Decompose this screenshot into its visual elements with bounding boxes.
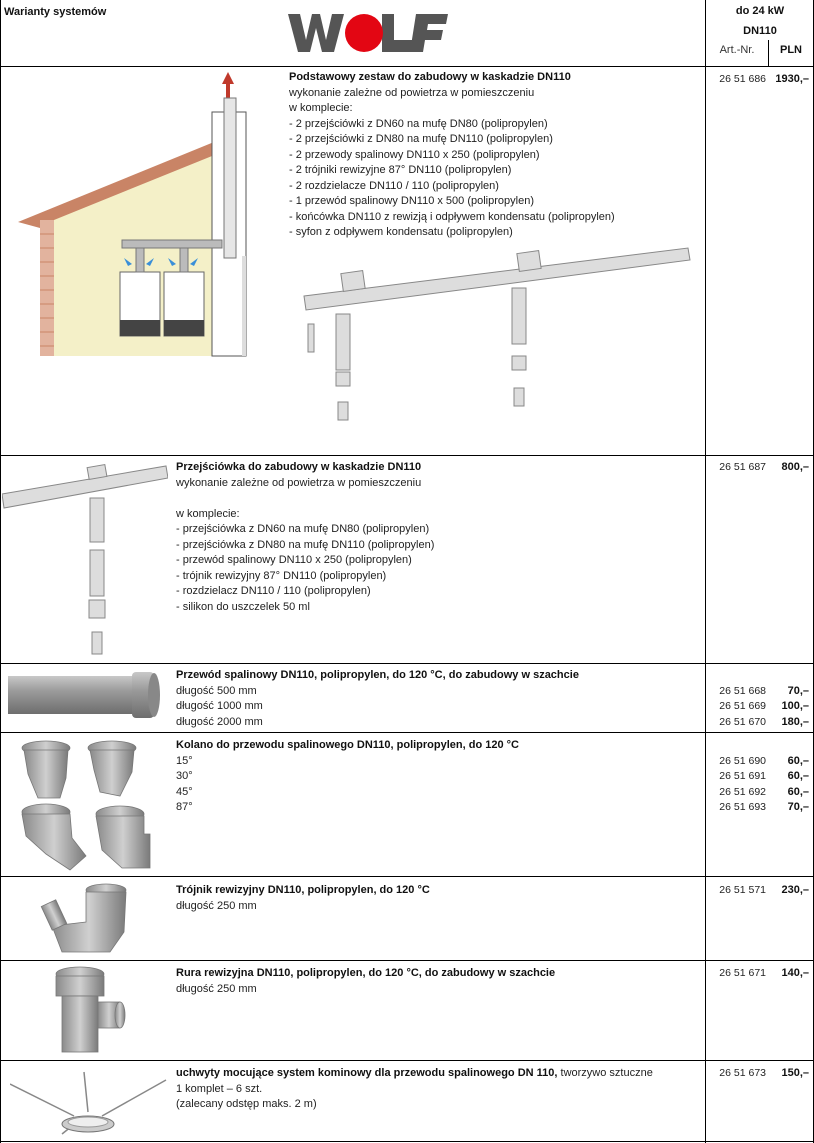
art-number: 26 51 692 [719, 785, 766, 798]
art-number: 26 51 687 [719, 461, 766, 473]
product-line: - przejściówka z DN60 na mufę DN80 (polipropylen) [176, 523, 430, 535]
price: 60,– [787, 754, 809, 767]
product-line: - trójnik rewizyjny 87° DN110 (polipropylen) [176, 569, 387, 582]
row-divider [0, 960, 814, 961]
product-line: - 1 przewód spalinowy DN110 x 500 (polipropylen) [289, 195, 534, 207]
wolf-logo [288, 10, 448, 56]
product-line: długość 2000 mm [176, 715, 263, 728]
art-number: 26 51 571 [719, 884, 766, 896]
price: 150,– [781, 1067, 809, 1079]
price: 60,– [787, 785, 809, 798]
product-line: - końcówka DN110 z rewizją i odpływem kondensatu (polipropylen) [289, 210, 615, 223]
price: 140,– [781, 967, 809, 979]
product-line: długość 1000 mm [176, 700, 263, 712]
power-label: do 24 kW [735, 5, 785, 17]
product-line: - rozdzielacz DN110 / 110 (polipropylen) [176, 585, 371, 597]
product-line: wykonanie zależne od powietrza w pomieszczeniu [289, 86, 535, 99]
product-line: 45° [176, 785, 193, 798]
row-divider [0, 1060, 814, 1061]
price: 70,– [787, 801, 809, 813]
product-line: - 2 przewody spalinowy DN110 x 250 (polipropylen) [289, 148, 540, 161]
price: 1930,– [775, 73, 809, 85]
price: 800,– [781, 461, 809, 473]
price: 230,– [781, 884, 809, 896]
row-divider [0, 663, 814, 664]
product-description-2 [176, 460, 696, 615]
product-title-suffix: tworzywo sztuczne [557, 1067, 653, 1079]
inspection-tee-illustration [40, 882, 130, 956]
product-line: 15° [176, 754, 193, 767]
product-line: w komplecie: [289, 102, 353, 114]
art-number: 26 51 670 [719, 715, 766, 728]
price: 70,– [787, 684, 809, 697]
cascade-pipe-set-illustration [296, 238, 696, 428]
product-line [176, 491, 696, 507]
art-number: 26 51 693 [719, 801, 766, 813]
price-header: PLN [780, 44, 802, 56]
product-line: długość 500 mm [176, 684, 257, 697]
product-line: wykonanie zależne od powietrza w pomieszczeniu [176, 476, 422, 489]
product-line: (zalecany odstęp maks. 2 m) [176, 1098, 317, 1110]
product-title-line [176, 1066, 696, 1082]
product-line: - przewód spalinowy DN110 x 250 (polipropylen) [176, 554, 412, 566]
art-number: 26 51 668 [719, 684, 766, 697]
product-line: - 2 przejściówki z DN80 na mufę DN110 (polipropylen) [289, 133, 553, 145]
cascade-installation-illustration [18, 72, 280, 362]
product-line: - 2 rozdzielacze DN110 / 110 (polipropylen) [289, 179, 499, 192]
art-number: 26 51 691 [719, 770, 766, 782]
product-line: - silikon do uszczelek 50 ml [176, 600, 310, 613]
product-line: 87° [176, 801, 193, 813]
price: 100,– [781, 700, 809, 712]
product-line: - 2 trójniki rewizyjne 87° DN110 (polipropylen) [289, 164, 512, 176]
product-line: - 2 przejściówki z DN60 na mufę DN80 (polipropylen) [289, 117, 548, 130]
product-description-1 [289, 70, 699, 241]
art-column-border [705, 0, 706, 1143]
inspection-pipe-illustration [52, 966, 128, 1054]
product-line: 30° [176, 770, 193, 782]
product-line: w komplecie: [176, 507, 240, 520]
product-description-6 [176, 966, 696, 997]
product-line: długość 250 mm [176, 899, 257, 912]
row-divider [0, 732, 814, 733]
bottom-border [0, 1141, 814, 1142]
diameter-label: DN110 [743, 25, 777, 37]
elbow-fittings-illustration [16, 738, 156, 872]
product-line: - przejściówka z DN80 na mufę DN110 (polipropylen) [176, 538, 435, 551]
price: 60,– [787, 770, 809, 782]
cascade-adapter-illustration [2, 460, 168, 660]
art-number: 26 51 686 [719, 73, 766, 85]
product-title: Rura rewizyjna DN110, polipropylen, do 120 °C, do zabudowy w szachcie [176, 967, 556, 979]
art-number: 26 51 690 [719, 754, 766, 767]
art-number-header: Art.-Nr. [719, 44, 755, 56]
left-border [0, 0, 1, 1143]
header-bottom-line [0, 66, 814, 67]
product-description-4 [176, 738, 696, 816]
product-title: Przejściówka do zabudowy w kaskadzie DN110 [176, 461, 422, 473]
product-title: Trójnik rewizyjny DN110, polipropylen, do 120 °C [176, 884, 430, 896]
row-divider [0, 876, 814, 877]
mounting-bracket-illustration [10, 1068, 170, 1138]
art-number: 26 51 671 [719, 967, 766, 979]
product-description-5 [176, 883, 696, 914]
flue-pipe-illustration [8, 670, 162, 720]
product-title: Przewód spalinowy DN110, polipropylen, do 120 °C, do zabudowy w szachcie [176, 669, 579, 681]
product-description-7 [176, 1066, 696, 1113]
product-title: uchwyty mocujące system kominowy dla przewodu spalinowego DN 110, [176, 1067, 558, 1079]
art-number: 26 51 669 [719, 700, 766, 712]
row-divider [0, 455, 814, 456]
art-number: 26 51 673 [719, 1067, 766, 1079]
product-title: Kolano do przewodu spalinowego DN110, polipropylen, do 120 °C [176, 739, 519, 751]
product-line: - syfon z odpływem kondensatu (polipropylen) [289, 226, 513, 238]
product-title: Podstawowy zestaw do zabudowy w kaskadzie DN110 [289, 71, 571, 83]
price: 180,– [781, 715, 809, 728]
product-line: długość 250 mm [176, 982, 257, 995]
section-label: Warianty systemów [4, 6, 107, 18]
product-description-3 [176, 668, 696, 730]
product-line: 1 komplet – 6 szt. [176, 1082, 263, 1095]
